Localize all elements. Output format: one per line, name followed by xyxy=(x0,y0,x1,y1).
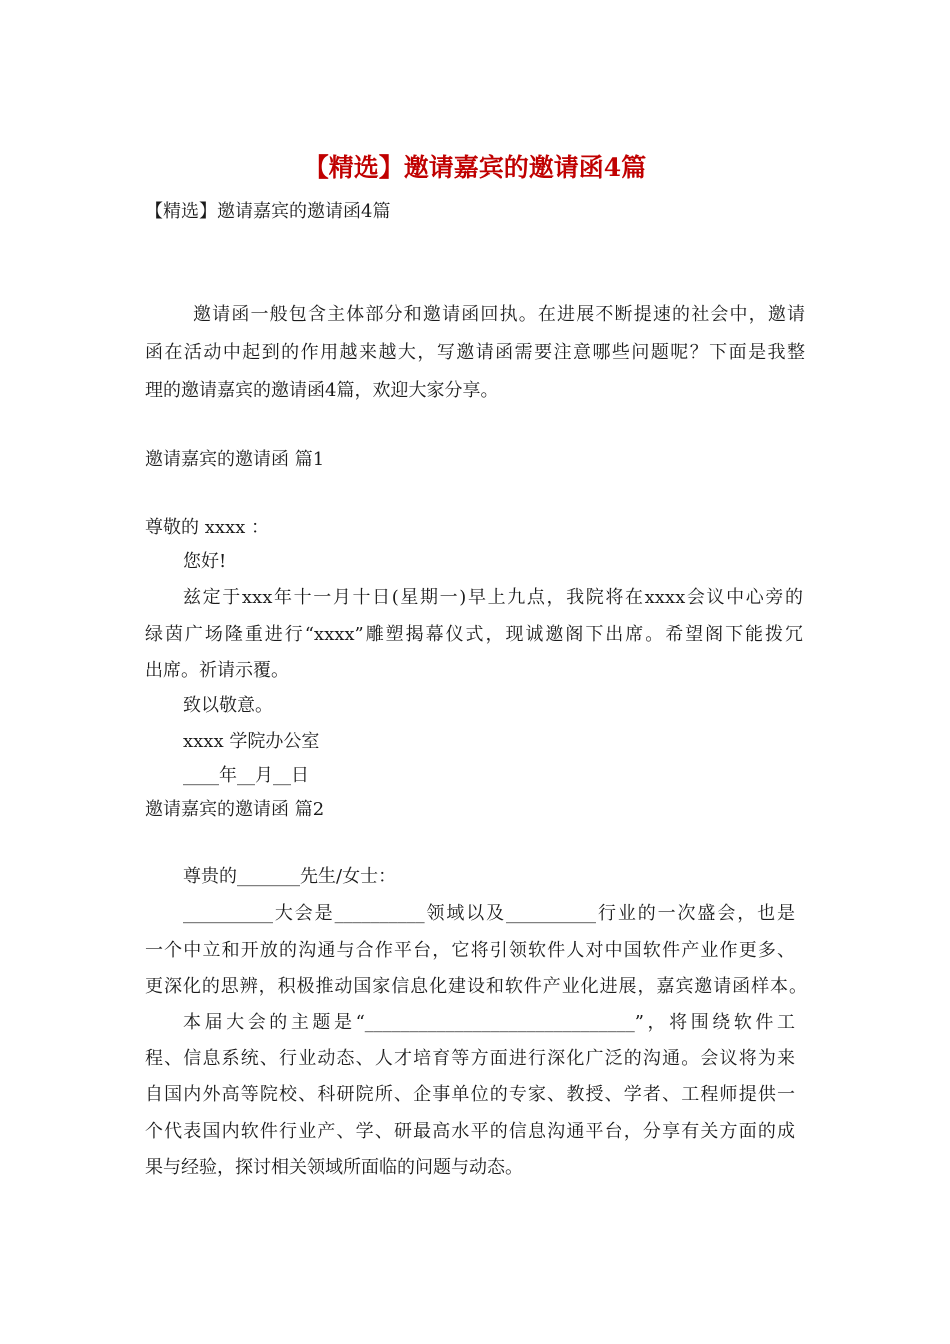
letter1-body-line-1: 兹定于xxx年十一月十日(星期一)早上九点，我院将在xxxx会议中心旁的 xyxy=(183,587,803,608)
letter1-closing: 致以敬意。 xyxy=(183,695,273,716)
intro-line-1: 邀请函一般包含主体部分和邀请函回执。在进展不断提速的社会中，邀请 xyxy=(193,304,805,325)
letter1-salutation: 尊敬的 xxxx ： xyxy=(145,517,270,538)
letter2-salutation: 尊贵的_______先生/女士： xyxy=(183,866,397,887)
letter2-para2-line-3: 自国内外高等院校、科研院所、企事单位的专家、教授、学者、工程师提供一 xyxy=(145,1084,795,1105)
letter2-para1-line-1: __________大会是__________领域以及__________行业的一次盛会，也是 xyxy=(183,903,795,924)
letter1-date: ____年__月__日 xyxy=(183,765,309,786)
letter2-para2-line-5: 果与经验，探讨相关领域所面临的问题与动态。 xyxy=(145,1157,523,1178)
intro-line-3: 理的邀请嘉宾的邀请函4篇，欢迎大家分享。 xyxy=(145,380,499,401)
intro-line-2: 函在活动中起到的作用越来越大，写邀请函需要注意哪些问题呢？下面是我整 xyxy=(145,342,805,363)
letter2-para2-line-2: 程、信息系统、行业动态、人才培育等方面进行深化广泛的沟通。会议将为来 xyxy=(145,1048,795,1069)
letter1-sender: xxxx 学院办公室 xyxy=(183,731,320,752)
letter1-body-line-3: 出席。祈请示覆。 xyxy=(145,660,289,681)
letter2-heading: 邀请嘉宾的邀请函 篇2 xyxy=(145,799,325,820)
document-title: 【精选】邀请嘉宾的邀请函4篇 xyxy=(303,153,647,182)
document-subtitle: 【精选】邀请嘉宾的邀请函4篇 xyxy=(145,201,391,222)
letter1-heading: 邀请嘉宾的邀请函 篇1 xyxy=(145,449,325,470)
letter1-body-line-2: 绿茵广场隆重进行“xxxx”雕塑揭幕仪式，现诚邀阁下出席。希望阁下能拨冗 xyxy=(145,624,803,645)
letter2-para1-line-3: 更深化的思辨，积极推动国家信息化建设和软件产业化进展，嘉宾邀请函样本。 xyxy=(145,976,807,997)
letter1-greeting: 您好! xyxy=(183,551,227,572)
letter2-para1-line-2: 一个中立和开放的沟通与合作平台，它将引领软件人对中国软件产业作更多、 xyxy=(145,940,795,961)
letter2-para2-line-1: 本届大会的主题是“______________________________”，将围绕软件工 xyxy=(183,1012,795,1033)
letter2-para2-line-4: 个代表国内软件行业产、学、研最高水平的信息沟通平台，分享有关方面的成 xyxy=(145,1121,795,1142)
